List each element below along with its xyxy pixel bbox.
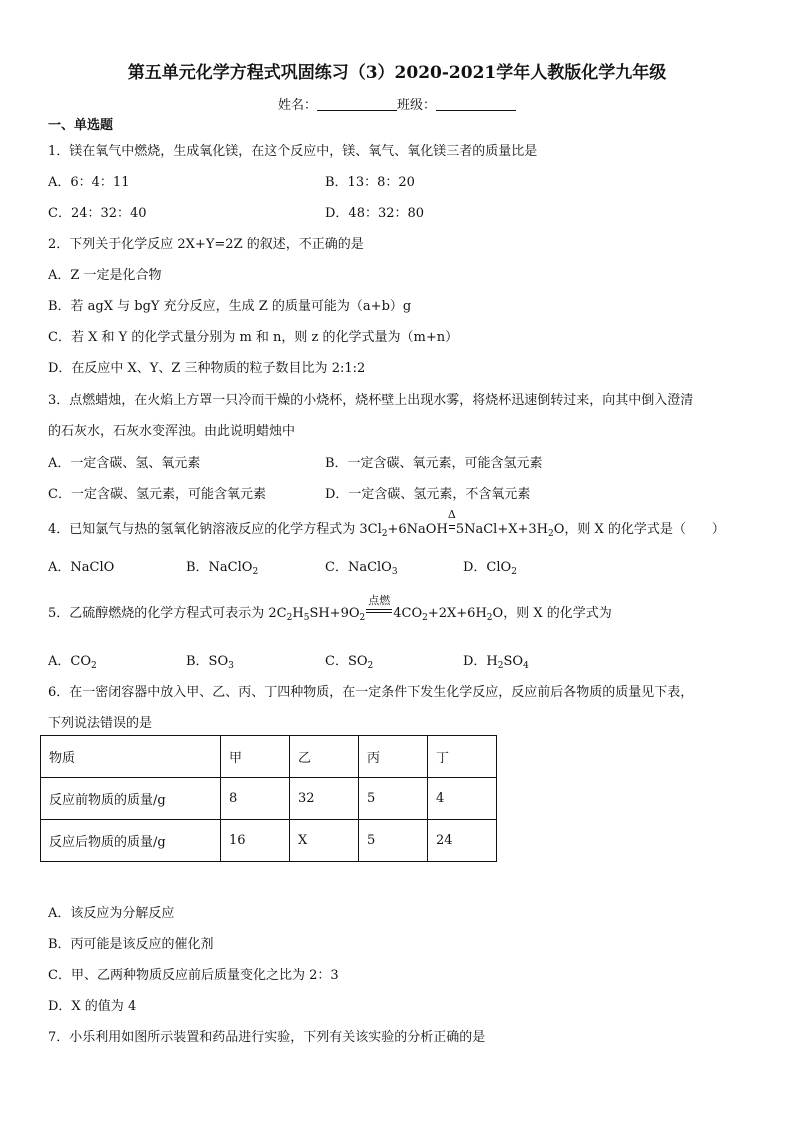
q4-text-start: 4．已知氯气与热的氢氧化钠溶液反应的化学方程式为 3Cl — [48, 522, 382, 537]
q4-text-end: O，则 X 的化学式是（ ） — [553, 522, 725, 537]
student-info — [0, 94, 794, 113]
q5-formula-part: SH+9O — [309, 606, 360, 621]
q5-text-start: 5．乙硫醇燃烧的化学方程式可表示为 2C — [48, 606, 287, 621]
subscript: 2 — [367, 661, 374, 671]
q5-formula-part: H — [292, 606, 304, 621]
q2-option-a: A．Z 一定是化合物 — [48, 268, 162, 283]
table-cell: 4 — [428, 778, 497, 820]
q5-product: 4CO — [393, 606, 423, 621]
class-label: 班级： — [397, 98, 437, 113]
subscript: 2 — [252, 567, 259, 577]
subscript: 2 — [547, 529, 554, 539]
q4-option-b: B．NaClO$_2$ — [186, 560, 259, 577]
q4-option-d: D．ClO$_2$ — [463, 560, 517, 577]
q3-option-a: A．一定含碳、氢、氧元素 — [48, 456, 201, 471]
subscript: 2 — [91, 661, 97, 671]
name-label: 姓名： — [277, 98, 317, 113]
q6-option-d: D．X 的值为 4 — [48, 999, 137, 1014]
q2-option-b: B．若 agX 与 bgY 充分反应，生成 Z 的质量可能为（a+b）g — [48, 299, 412, 314]
table-header: 物质 — [41, 736, 221, 778]
heat-symbol: Δ — [447, 508, 456, 521]
table-cell: X — [290, 820, 359, 862]
q3-stem-line2: 的石灰水，石灰水变浑浊。由此说明蜡烛中 — [48, 424, 296, 439]
subscript: 2 — [486, 613, 493, 623]
subscript: 3 — [228, 661, 234, 671]
q1-stem: 1．镁在氧气中燃烧，生成氧化镁，在这个反应中，镁、氧气、氧化镁三者的质量比是 — [48, 144, 538, 159]
subscript: 2 — [497, 661, 504, 671]
table-row — [41, 778, 497, 820]
table-cell: 5 — [359, 778, 428, 820]
table-header: 甲 — [221, 736, 290, 778]
q5-option-a: A．$CO_2$ — [48, 654, 97, 671]
section-heading: 一、单选题 — [48, 118, 114, 133]
ignite-label: 点燃 — [368, 594, 391, 607]
table-header: 丙 — [359, 736, 428, 778]
table-cell: 8 — [221, 778, 290, 820]
q6-option-a: A．该反应为分解反应 — [48, 906, 175, 921]
subscript: 2 — [511, 567, 517, 577]
ignite-condition — [365, 594, 393, 621]
table-cell: 反应后物质的质量/g — [41, 820, 221, 862]
q5-stem: 5．乙硫醇燃烧的化学方程式可表示为 $2C_2H_5SH+9O_2$ 点燃 $4CO_2+2X+6H_2O$，则 X 的化学式为 — [48, 594, 612, 623]
q3-option-d: D．一定含碳、氢元素，不含氧元素 — [325, 487, 531, 502]
heat-condition — [447, 508, 456, 537]
q4-option-a: A．NaClO — [48, 560, 115, 575]
table-row — [41, 820, 497, 862]
table-header: 丁 — [428, 736, 497, 778]
table-header-row — [41, 736, 497, 778]
subscript: 2 — [381, 529, 388, 539]
q5-option-c: C．$SO_2$ — [325, 654, 374, 671]
q5-option-d: D．$H_2SO_4$ — [463, 654, 529, 671]
subscript: 2 — [359, 613, 366, 623]
q3-stem-line1: 3．点燃蜡烛，在火焰上方罩一只冷而干燥的小烧杯，烧杯壁上出现水雾，将烧杯迅速倒转过来，向其中倒入澄清 — [48, 393, 694, 408]
q6-stem-line1: 6．在一密闭容器中放入甲、乙、丙、丁四种物质，在一定条件下发生化学反应，反应前后各物质的质量见下表， — [48, 685, 694, 700]
q5-option-b: B．$SO_3$ — [186, 654, 234, 671]
q4-stem — [48, 508, 725, 539]
q1-option-a: A．6：4：11 — [48, 175, 130, 190]
q4-reactant: +6NaOH — [387, 522, 448, 537]
name-blank — [317, 97, 397, 111]
class-blank — [436, 97, 516, 111]
table-cell: 反应前物质的质量/g — [41, 778, 221, 820]
subscript: 4 — [523, 661, 529, 671]
table-header: 乙 — [290, 736, 359, 778]
table-cell: 5 — [359, 820, 428, 862]
equals-sign — [366, 609, 392, 613]
subscript: 2 — [286, 613, 293, 623]
table-cell: 16 — [221, 820, 290, 862]
subscript: 3 — [391, 567, 398, 577]
equals-sign — [449, 525, 455, 529]
mass-table — [40, 735, 497, 862]
q5-product: +2X+6H — [427, 606, 487, 621]
q2-stem: 2．下列关于化学反应 2X+Y=2Z 的叙述，不正确的是 — [48, 237, 364, 252]
q4-product: 5NaCl+X+3H — [455, 522, 548, 537]
q7-stem: 7．小乐利用如图所示装置和药品进行实验，下列有关该实验的分析正确的是 — [48, 1030, 486, 1045]
q6-option-c: C．甲、乙两种物质反应前后质量变化之比为 2：3 — [48, 968, 339, 983]
q6-stem-line2: 下列说法错误的是 — [48, 716, 153, 731]
q3-option-c: C．一定含碳、氢元素，可能含氧元素 — [48, 487, 266, 502]
q3-option-b: B．一定含碳、氧元素，可能含氢元素 — [325, 456, 543, 471]
q6-option-b: B．丙可能是该反应的催化剂 — [48, 937, 214, 952]
q4-option-c: C．NaClO$_3$ — [325, 560, 398, 577]
subscript: 2 — [422, 613, 428, 623]
q5-text-end: O，则 X 的化学式为 — [492, 606, 612, 621]
page-title: 第五单元化学方程式巩固练习（3）2020-2021学年人教版化学九年级 — [127, 63, 667, 83]
q1-option-d: D．48：32：80 — [325, 206, 425, 221]
q1-option-b: B．13：8：20 — [325, 175, 415, 190]
q2-option-d: D．在反应中 X、Y、Z 三种物质的粒子数目比为 2:1:2 — [48, 361, 366, 376]
q2-option-c: C．若 X 和 Y 的化学式量分别为 m 和 n，则 z 的化学式量为（m+n） — [48, 330, 459, 345]
table-cell: 32 — [290, 778, 359, 820]
table-cell: 24 — [428, 820, 497, 862]
q1-option-c: C．24：32：40 — [48, 206, 147, 221]
